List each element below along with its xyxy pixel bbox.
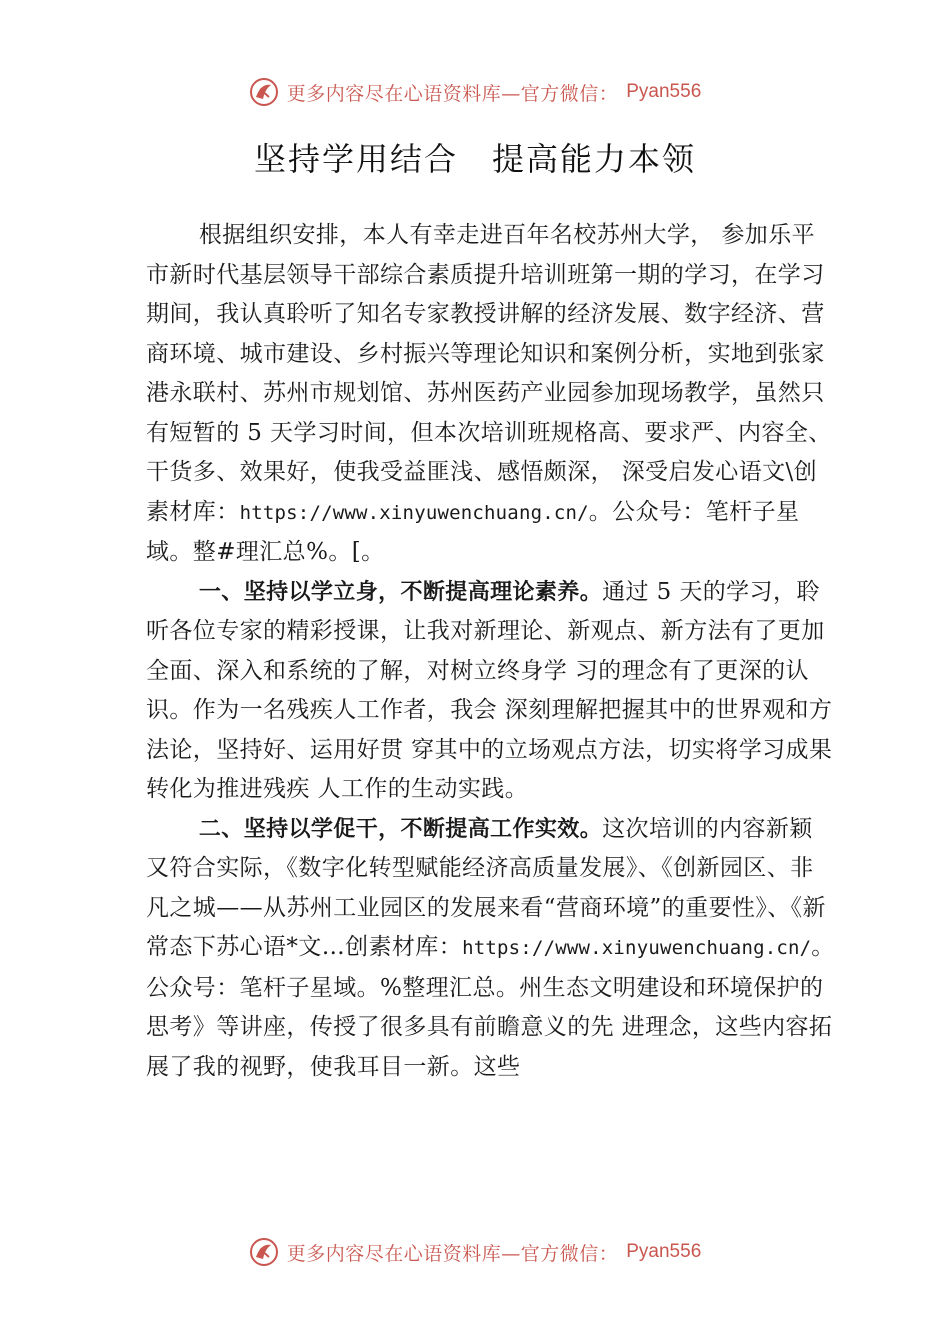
paragraph-text: 。公众号：笔杆子星域。%整理汇总。州生态文明建设和环境保护的思考》等讲座，传授了很多具有前瞻意义的先 进理念，这些内容拓展了我的视野，使我耳目一新。这些 [146, 934, 835, 1080]
section-heading: 二、坚持以学促干，不断提高工作实效。 [198, 816, 603, 842]
brand-logo-icon [249, 1237, 279, 1267]
banner-wechat-id: Pyan556 [626, 1241, 702, 1262]
paragraph-section-two [146, 810, 836, 1088]
document-title: 坚持学用结合 提高能力本领 [253, 140, 696, 178]
footer-watermark-banner [0, 1232, 950, 1272]
banner-text: 更多内容尽在心语资料库—官方微信： [286, 82, 619, 105]
section-heading: 一、坚持以学立身，不断提高理论素养。 [198, 579, 603, 605]
paragraph-text: 。公众号：笔杆子星域。整#理汇总%。[。 [146, 498, 800, 565]
reference-url: https://www.xinyuwenchuang.cn/ [239, 501, 589, 524]
paragraph-intro [146, 216, 836, 573]
banner-text: 更多内容尽在心语资料库—官方微信： [286, 1242, 619, 1265]
brand-logo-icon [249, 77, 279, 107]
document-body [146, 216, 836, 1087]
paragraph-section-one [146, 573, 836, 810]
reference-url: https://www.xinyuwenchuang.cn/ [462, 937, 812, 959]
paragraph-text: 根据组织安排，本人有幸走进百年名校苏州大学， 参加乐平市新时代基层领导干部综合素质提升培训班第一期的学习，在学习期间，我认真聆听了知名专家教授讲解的经济发展、数字经济、营商环境、城市建设、乡村振兴等理论知识和案例分析，实地到张家港永联村、苏州市规划馆、苏州医药产业园参加现场教学，虽然只有短暂的 5 天学习时间，但本次培训班规格高、要求严、内容全、干货多、效果好，使我受益匪浅、感悟颇深， 深受启发心语文\创素材库： [146, 222, 832, 525]
paragraph-text: 这次培训的内容新颖又符合实际，《数字化转型赋能经济高质量发展》、《创新园区、非凡之城——从苏州工业园区的发展来看“营商环境”的重要性》、《新常态下苏心语*文…创素材库： [146, 815, 826, 960]
paragraph-text: 通过 5 天的学习，聆听各位专家的精彩授课，让我对新理论、新观点、新方法有了更加全面、深入和系统的了解，对树立终身学 习的理念有了更深的认识。作为一名残疾人工作者，我会 深刻理解把握其中的世界观和方法论，坚持好、运用好贯 穿其中的立场观点方法，切实将学习成果转化为推进残疾 人工作的生动实践。 [146, 578, 833, 802]
banner-wechat-id: Pyan556 [626, 81, 702, 102]
header-watermark-banner [0, 72, 950, 112]
